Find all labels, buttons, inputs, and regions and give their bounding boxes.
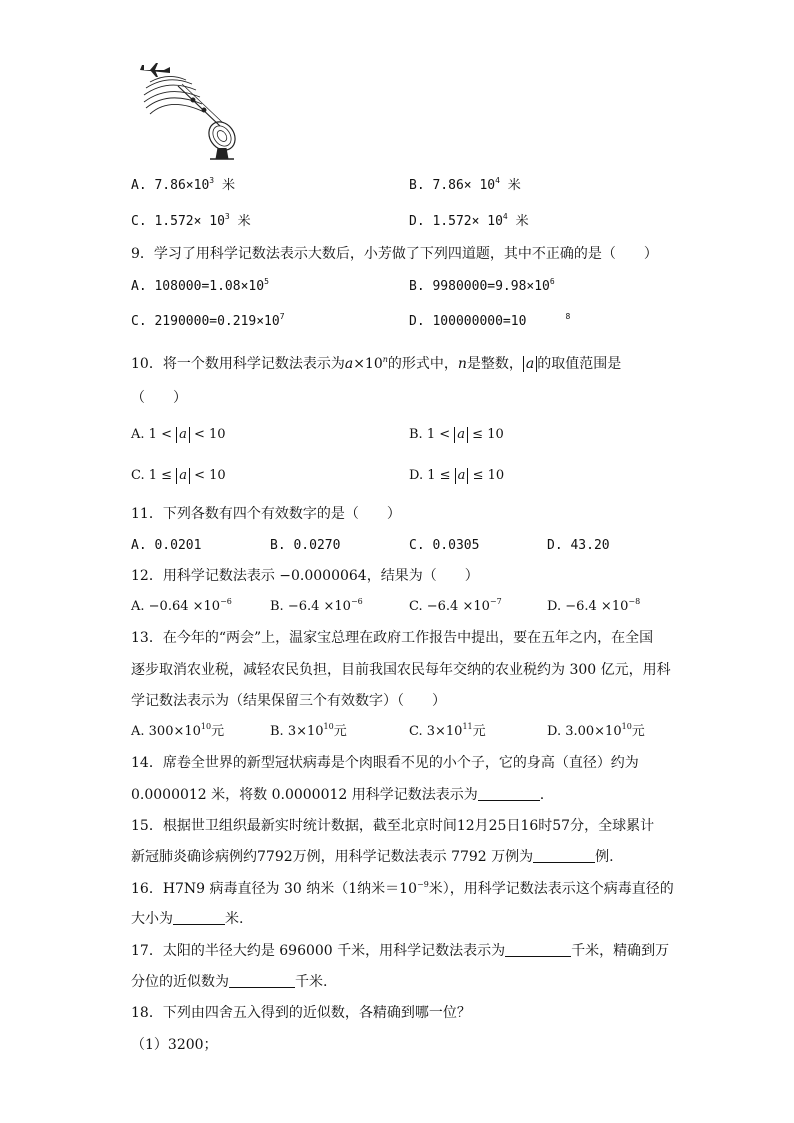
q10-option-b: B. 1 < a ≤ 10 — [409, 427, 504, 442]
q10-stem-line2: （ ） — [131, 390, 187, 406]
q13-option-a: A. $300\times 10^{10}$元 — [131, 722, 225, 739]
q8-option-b: B. $7.86\times 10^4$ 米 — [409, 176, 521, 193]
q10-option-d: D. 1 ≤ a ≤ 10 — [409, 468, 505, 483]
q13-option-d: D. $3.00\times 10^{10}$元 — [547, 722, 645, 739]
q13-line3: 学记数法表示为（结果保留三个有效数字）（ ） — [131, 693, 446, 709]
q11-option-b: B. 0.0270 — [270, 538, 341, 553]
answer-blank[interactable] — [533, 848, 595, 863]
q17-line2: 分位的近似数为 千米. — [131, 974, 328, 990]
q13-option-c: C. $3\times 10^{11}$元 — [409, 722, 486, 739]
q9-option-a: A. $108000=1.08\times 10^5$ — [131, 277, 269, 294]
q12-option-c: C. $-6.4 \times 10^{-7}$ — [409, 597, 502, 614]
q18-stem: 18．下列由四舍五入得到的近似数，各精确到哪一位？ — [131, 1005, 471, 1021]
q14-line1: 14．席卷全世界的新型冠状病毒是个肉眼看不见的小个子，它的身高（直径）约为 — [131, 755, 639, 771]
q8-option-a: A. $7.86\times 10^3$ 米 — [131, 176, 235, 193]
q13-option-b: B. $3\times 10^{10}$元 — [270, 722, 347, 739]
q10-option-c: C. 1 ≤ a < 10 — [131, 468, 226, 483]
q14-line2: 0.0000012 米，将数 0.0000012 用科学记数法表示为 . — [131, 787, 545, 803]
answer-blank[interactable] — [229, 973, 295, 988]
q11-option-d: D. 43.20 — [547, 538, 610, 553]
q9-option-d: D. 100000000=10 $^8$ — [409, 312, 571, 329]
q12-option-a: A. $-0.64 \times 10^{-6}$ — [131, 597, 232, 614]
answer-blank[interactable] — [173, 910, 225, 925]
plane-radar-illustration — [138, 62, 238, 162]
q17-line1: 17．太阳的半径大约是 696000 千米，用科学记数法表示为 千米，精确到万 — [131, 943, 670, 959]
q11-option-a: A. 0.0201 — [131, 538, 202, 553]
q10-stem: 10．将一个数用科学记数法表示为$a\times 10^n$的形式中，n是整数， a 的取值范围是 — [131, 355, 622, 372]
q9-stem: 9．学习了用科学记数法表示大数后，小芳做了下列四道题，其中不正确的是（ ） — [131, 246, 658, 262]
q16-line1: 16．H7N9 病毒直径为 30 纳米（1纳米$=10^{-9}$米），用科学记数法表示这个病毒直径的 — [131, 880, 674, 897]
q15-line2: 新冠肺炎确诊病例约7792万例，用科学记数法表示 7792 万例为 例. — [131, 849, 614, 865]
radar-dish-icon — [204, 117, 238, 159]
q12-option-d: D. $-6.4 \times 10^{-8}$ — [547, 597, 641, 614]
q16-line2: 大小为 米. — [131, 911, 244, 927]
q9-option-b: B. $9980000=9.98\times 10^6$ — [409, 277, 555, 294]
q8-option-c: C. $1.572\times 10^3$ 米 — [131, 212, 251, 229]
q13-line1: 13．在今年的“两会”上，温家宝总理在政府工作报告中提出，要在五年之内，在全国 — [131, 630, 654, 646]
q13-line2: 逐步取消农业税，减轻农民负担，目前我国农民每年交纳的农业税约为 300 亿元，用科 — [131, 662, 671, 678]
q11-stem: 11．下列各数有四个有效数字的是（ ） — [131, 506, 401, 522]
plane-icon — [140, 63, 170, 77]
q12-option-b: B. $-6.4 \times 10^{-6}$ — [270, 597, 363, 614]
answer-blank[interactable] — [478, 786, 540, 801]
answer-blank[interactable] — [505, 942, 571, 957]
q10-option-a: A. 1 < a < 10 — [131, 427, 226, 442]
q15-line1: 15．根据世卫组织最新实时统计数据，截至北京时间12月25日16时57分，全球累计 — [131, 818, 655, 834]
q11-option-c: C. 0.0305 — [409, 538, 480, 553]
q8-option-d: D. $1.572\times 10^4$ 米 — [409, 212, 529, 229]
q12-stem: 12．用科学记数法表示 −0.0000064，结果为（ ） — [131, 568, 479, 584]
q18-item-1: （1）3200； — [131, 1037, 218, 1053]
q9-option-c: C. $2190000=0.219\times 10^7$ — [131, 312, 285, 329]
